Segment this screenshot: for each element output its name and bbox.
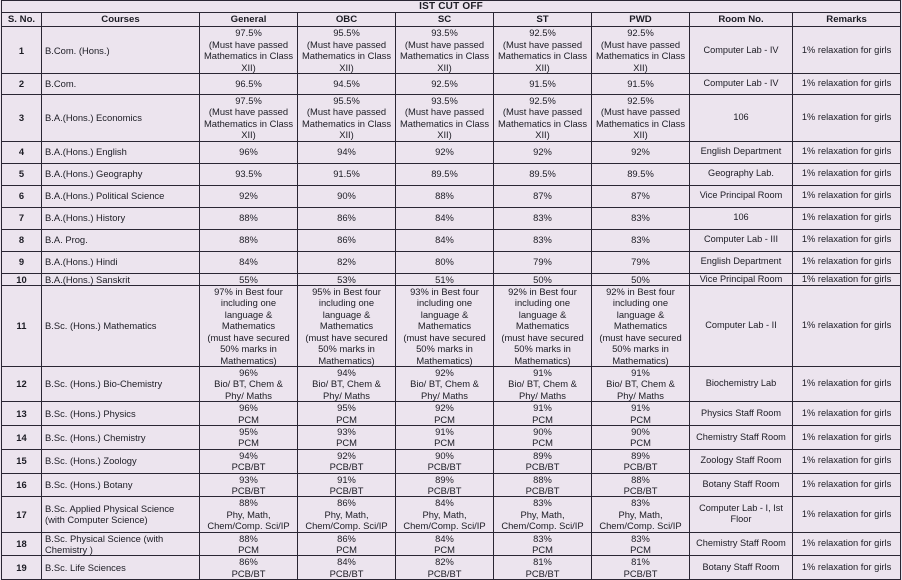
table-row: [2, 207, 901, 229]
cell-course: B.Sc. Physical Science (with Chemistry ): [42, 532, 200, 556]
table-title: IST CUT OFF: [2, 1, 901, 13]
cell-pwd: 91% PCM: [592, 402, 690, 426]
cell-course: B.A.(Hons.) Economics: [42, 95, 200, 142]
cell-remarks: 1% relaxation for girls: [793, 273, 901, 285]
table-row: [2, 229, 901, 251]
cell-sc: 88%: [396, 185, 494, 207]
cell-sno: 16: [2, 473, 42, 497]
table-row: [2, 532, 901, 556]
cell-obc: 86%: [298, 207, 396, 229]
cell-sno: 9: [2, 251, 42, 273]
cell-course: B.Sc. (Hons.) Mathematics: [42, 286, 200, 367]
cell-sc: 91% PCM: [396, 425, 494, 449]
cell-sno: 11: [2, 286, 42, 367]
table-row: [2, 402, 901, 426]
cell-sno: 10: [2, 273, 42, 285]
cell-remarks: 1% relaxation for girls: [793, 366, 901, 401]
cell-obc: 82%: [298, 251, 396, 273]
cell-course: B.Sc. (Hons.) Chemistry: [42, 425, 200, 449]
cell-pwd: 83% Phy, Math, Chem/Comp. Sci/IP: [592, 497, 690, 532]
header-general: General: [200, 13, 298, 27]
table-row: [2, 425, 901, 449]
cell-remarks: 1% relaxation for girls: [793, 27, 901, 74]
cell-st: 83%: [494, 207, 592, 229]
cell-room: Zoology Staff Room: [690, 449, 793, 473]
cell-st: 88% PCB/BT: [494, 473, 592, 497]
cell-obc: 95.5% (Must have passed Mathematics in Class XII): [298, 27, 396, 74]
cell-room: Physics Staff Room: [690, 402, 793, 426]
cell-sno: 8: [2, 229, 42, 251]
table-row: [2, 251, 901, 273]
cell-general: 96.5%: [200, 74, 298, 95]
header-st: ST: [494, 13, 592, 27]
cell-st: 92.5% (Must have passed Mathematics in Class XII): [494, 95, 592, 142]
cell-room: Vice Principal Room: [690, 273, 793, 285]
cell-course: B.A.(Hons.) Sanskrit: [42, 273, 200, 285]
table-row: [2, 273, 901, 285]
table-row: [2, 74, 901, 95]
cell-sc: 90% PCB/BT: [396, 449, 494, 473]
cell-sc: 84% Phy, Math, Chem/Comp. Sci/IP: [396, 497, 494, 532]
cell-general: 97.5% (Must have passed Mathematics in Class XII): [200, 95, 298, 142]
cell-room: Botany Staff Room: [690, 473, 793, 497]
cell-sno: 2: [2, 74, 42, 95]
cell-obc: 93% PCM: [298, 425, 396, 449]
cell-course: B.A.(Hons.) Political Science: [42, 185, 200, 207]
cell-obc: 95.5% (Must have passed Mathematics in Class XII): [298, 95, 396, 142]
cell-course: B.Sc. Applied Physical Science (with Computer Science): [42, 497, 200, 532]
cell-course: B.A.(Hons.) History: [42, 207, 200, 229]
cell-sno: 13: [2, 402, 42, 426]
cell-st: 91% PCM: [494, 402, 592, 426]
cell-sc: 84%: [396, 229, 494, 251]
table-row: [2, 449, 901, 473]
cell-sno: 3: [2, 95, 42, 142]
cell-obc: 95% in Best four including one language & Mathematics (must have secured 50% marks in Mathematics): [298, 286, 396, 367]
cell-remarks: 1% relaxation for girls: [793, 286, 901, 367]
cell-obc: 91.5%: [298, 163, 396, 185]
cell-st: 92.5% (Must have passed Mathematics in Class XII): [494, 27, 592, 74]
cell-general: 96% PCM: [200, 402, 298, 426]
cell-st: 83%: [494, 229, 592, 251]
header-sc: SC: [396, 13, 494, 27]
cell-obc: 94%: [298, 141, 396, 163]
cell-remarks: 1% relaxation for girls: [793, 95, 901, 142]
header-courses: Courses: [42, 13, 200, 27]
cell-pwd: 92.5% (Must have passed Mathematics in Class XII): [592, 95, 690, 142]
cell-sc: 84% PCM: [396, 532, 494, 556]
cell-sno: 4: [2, 141, 42, 163]
cell-obc: 86% PCM: [298, 532, 396, 556]
table-body: [2, 27, 901, 580]
header-remarks: Remarks: [793, 13, 901, 27]
table-row: [2, 163, 901, 185]
cell-sno: 18: [2, 532, 42, 556]
cell-course: B.Com.: [42, 74, 200, 95]
cell-pwd: 91.5%: [592, 74, 690, 95]
cell-general: 88% PCM: [200, 532, 298, 556]
cell-sno: 19: [2, 556, 42, 580]
cell-general: 88% Phy, Math, Chem/Comp. Sci/IP: [200, 497, 298, 532]
cell-st: 83% PCM: [494, 532, 592, 556]
cell-sno: 1: [2, 27, 42, 74]
cell-pwd: 92% in Best four including one language & Mathematics (must have secured 50% marks in Mathematics): [592, 286, 690, 367]
cell-st: 91.5%: [494, 74, 592, 95]
cell-pwd: 83% PCM: [592, 532, 690, 556]
cell-general: 97% in Best four including one language & Mathematics (must have secured 50% marks in Mathematics): [200, 286, 298, 367]
cell-remarks: 1% relaxation for girls: [793, 251, 901, 273]
cell-sc: 84%: [396, 207, 494, 229]
cell-room: Computer Lab - III: [690, 229, 793, 251]
cell-general: 88%: [200, 207, 298, 229]
cell-room: Chemistry Staff Room: [690, 532, 793, 556]
cell-st: 87%: [494, 185, 592, 207]
cell-pwd: 79%: [592, 251, 690, 273]
cell-obc: 84% PCB/BT: [298, 556, 396, 580]
cell-sc: 92%: [396, 141, 494, 163]
cell-room: 106: [690, 95, 793, 142]
cell-remarks: 1% relaxation for girls: [793, 163, 901, 185]
cell-st: 89% PCB/BT: [494, 449, 592, 473]
cell-general: 93.5%: [200, 163, 298, 185]
cell-room: Vice Principal Room: [690, 185, 793, 207]
header-room: Room No.: [690, 13, 793, 27]
cell-pwd: 91% Bio/ BT, Chem & Phy/ Maths: [592, 366, 690, 401]
cell-st: 79%: [494, 251, 592, 273]
header-obc: OBC: [298, 13, 396, 27]
cell-st: 92%: [494, 141, 592, 163]
cell-course: B.A. Prog.: [42, 229, 200, 251]
cell-sc: 92% PCM: [396, 402, 494, 426]
table-row: [2, 366, 901, 401]
cell-st: 89.5%: [494, 163, 592, 185]
cell-remarks: 1% relaxation for girls: [793, 473, 901, 497]
table-row: [2, 95, 901, 142]
cell-sc: 89% PCB/BT: [396, 473, 494, 497]
cell-remarks: 1% relaxation for girls: [793, 207, 901, 229]
cell-course: B.Sc. (Hons.) Bio-Chemistry: [42, 366, 200, 401]
cell-obc: 94.5%: [298, 74, 396, 95]
cell-room: Botany Staff Room: [690, 556, 793, 580]
table-row: [2, 497, 901, 532]
cell-general: 55%: [200, 273, 298, 285]
cell-pwd: 92.5% (Must have passed Mathematics in Class XII): [592, 27, 690, 74]
table-row: [2, 286, 901, 367]
cell-st: 90% PCM: [494, 425, 592, 449]
header-pwd: PWD: [592, 13, 690, 27]
header-row: [2, 13, 901, 27]
cell-room: Computer Lab - I, Ist Floor: [690, 497, 793, 532]
cell-pwd: 88% PCB/BT: [592, 473, 690, 497]
cell-sno: 15: [2, 449, 42, 473]
cell-remarks: 1% relaxation for girls: [793, 141, 901, 163]
cell-general: 97.5% (Must have passed Mathematics in Class XII): [200, 27, 298, 74]
cell-pwd: 89.5%: [592, 163, 690, 185]
cell-general: 92%: [200, 185, 298, 207]
cell-general: 95% PCM: [200, 425, 298, 449]
cell-remarks: 1% relaxation for girls: [793, 74, 901, 95]
cell-general: 88%: [200, 229, 298, 251]
table-row: [2, 27, 901, 74]
cell-pwd: 81% PCB/BT: [592, 556, 690, 580]
cell-st: 92% in Best four including one language & Mathematics (must have secured 50% marks in Mathematics): [494, 286, 592, 367]
cell-room: Computer Lab - IV: [690, 27, 793, 74]
cutoff-table: [1, 0, 901, 580]
cell-room: Chemistry Staff Room: [690, 425, 793, 449]
cell-remarks: 1% relaxation for girls: [793, 402, 901, 426]
table-row: [2, 141, 901, 163]
cell-pwd: 89% PCB/BT: [592, 449, 690, 473]
cell-room: Computer Lab - IV: [690, 74, 793, 95]
cell-sc: 89.5%: [396, 163, 494, 185]
cell-general: 96% Bio/ BT, Chem & Phy/ Maths: [200, 366, 298, 401]
cell-general: 84%: [200, 251, 298, 273]
cell-sc: 92.5%: [396, 74, 494, 95]
cell-general: 86% PCB/BT: [200, 556, 298, 580]
cell-course: B.Sc. (Hons.) Zoology: [42, 449, 200, 473]
table-row: [2, 185, 901, 207]
cell-course: B.A.(Hons.) Geography: [42, 163, 200, 185]
cell-room: 106: [690, 207, 793, 229]
cell-sc: 51%: [396, 273, 494, 285]
cell-remarks: 1% relaxation for girls: [793, 229, 901, 251]
cell-pwd: 92%: [592, 141, 690, 163]
cell-room: Geography Lab.: [690, 163, 793, 185]
cell-course: B.Com. (Hons.): [42, 27, 200, 74]
cell-remarks: 1% relaxation for girls: [793, 556, 901, 580]
cell-remarks: 1% relaxation for girls: [793, 449, 901, 473]
cell-pwd: 50%: [592, 273, 690, 285]
cell-general: 94% PCB/BT: [200, 449, 298, 473]
table-row: [2, 473, 901, 497]
cell-sno: 5: [2, 163, 42, 185]
cell-obc: 90%: [298, 185, 396, 207]
cell-room: English Department: [690, 251, 793, 273]
cell-room: Biochemistry Lab: [690, 366, 793, 401]
cell-sc: 82% PCB/BT: [396, 556, 494, 580]
cell-course: B.Sc. Life Sciences: [42, 556, 200, 580]
cell-course: B.A.(Hons.) English: [42, 141, 200, 163]
cell-remarks: 1% relaxation for girls: [793, 532, 901, 556]
cell-obc: 92% PCB/BT: [298, 449, 396, 473]
cell-sno: 6: [2, 185, 42, 207]
cell-remarks: 1% relaxation for girls: [793, 185, 901, 207]
cell-obc: 53%: [298, 273, 396, 285]
cell-sc: 92% Bio/ BT, Chem & Phy/ Maths: [396, 366, 494, 401]
cell-remarks: 1% relaxation for girls: [793, 497, 901, 532]
cell-course: B.Sc. (Hons.) Physics: [42, 402, 200, 426]
cell-sc: 93.5% (Must have passed Mathematics in Class XII): [396, 27, 494, 74]
cell-sno: 17: [2, 497, 42, 532]
cell-obc: 95% PCM: [298, 402, 396, 426]
cell-sc: 93% in Best four including one language & Mathematics (must have secured 50% marks in Mathematics): [396, 286, 494, 367]
cell-pwd: 87%: [592, 185, 690, 207]
cell-sc: 80%: [396, 251, 494, 273]
cell-sno: 14: [2, 425, 42, 449]
header-sno: S. No.: [2, 13, 42, 27]
cell-general: 96%: [200, 141, 298, 163]
cell-sno: 12: [2, 366, 42, 401]
cell-obc: 94% Bio/ BT, Chem & Phy/ Maths: [298, 366, 396, 401]
cell-st: 81% PCB/BT: [494, 556, 592, 580]
cell-course: B.Sc. (Hons.) Botany: [42, 473, 200, 497]
cell-obc: 86% Phy, Math, Chem/Comp. Sci/IP: [298, 497, 396, 532]
cell-room: Computer Lab - II: [690, 286, 793, 367]
cell-sno: 7: [2, 207, 42, 229]
cell-obc: 91% PCB/BT: [298, 473, 396, 497]
cell-room: English Department: [690, 141, 793, 163]
cell-st: 91% Bio/ BT, Chem & Phy/ Maths: [494, 366, 592, 401]
cell-obc: 86%: [298, 229, 396, 251]
cell-st: 83% Phy, Math, Chem/Comp. Sci/IP: [494, 497, 592, 532]
cell-st: 50%: [494, 273, 592, 285]
cell-general: 93% PCB/BT: [200, 473, 298, 497]
cell-pwd: 90% PCM: [592, 425, 690, 449]
cell-sc: 93.5% (Must have passed Mathematics in Class XII): [396, 95, 494, 142]
cell-pwd: 83%: [592, 207, 690, 229]
cell-pwd: 83%: [592, 229, 690, 251]
cell-course: B.A.(Hons.) Hindi: [42, 251, 200, 273]
cell-remarks: 1% relaxation for girls: [793, 425, 901, 449]
table-row: [2, 556, 901, 580]
